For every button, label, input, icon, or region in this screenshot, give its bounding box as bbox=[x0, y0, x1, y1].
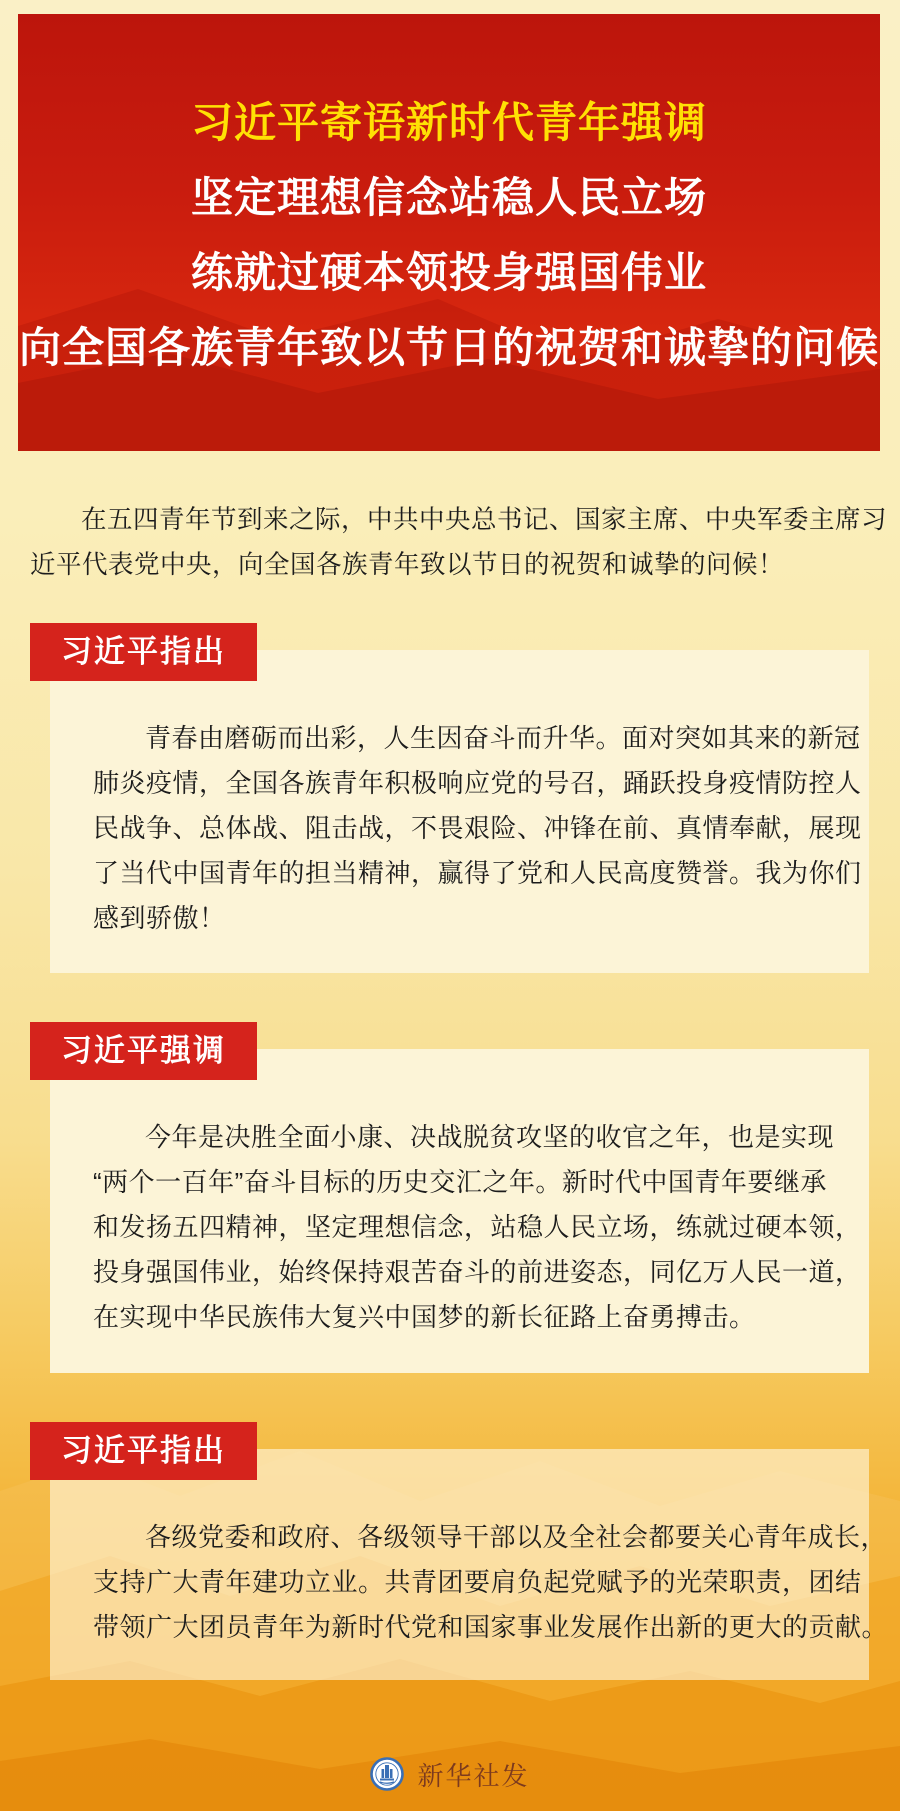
section-2-quote-box bbox=[50, 1049, 869, 1373]
text-line: 各级党委和政府、各级领导干部以及全社会都要关心青年成长， bbox=[145, 1522, 888, 1552]
text-line: “两个一百年”奋斗目标的历史交汇之年。新时代中国青年要继承 bbox=[93, 1167, 827, 1197]
text-line: 和发扬五四精神，坚定理想信念，站稳人民立场，练就过硬本领， bbox=[93, 1212, 862, 1242]
section-3-quote-box bbox=[50, 1449, 889, 1680]
text-line: 练就过硬本领投身强国伟业 bbox=[190, 249, 707, 296]
text-line: 近平代表党中央，向全国各族青年致以节日的祝贺和诚挚的问候！ bbox=[30, 551, 785, 579]
text-line: 习近平寄语新时代青年强调 bbox=[190, 99, 707, 146]
banner-headline bbox=[18, 14, 880, 370]
text-line: 了当代中国青年的担当精神，赢得了党和人民高度赞誉。我为你们 bbox=[93, 858, 862, 888]
text-line: 坚定理想信念站稳人民立场 bbox=[190, 174, 707, 221]
footer bbox=[0, 1752, 900, 1796]
text-line: 向全国各族青年致以节日的祝贺和诚挚的问候 bbox=[18, 324, 879, 371]
footer-credit-text: 新华社发 bbox=[417, 1760, 530, 1791]
xinhua-emblem-icon bbox=[370, 1757, 404, 1791]
text-line: 今年是决胜全面小康、决战脱贫攻坚的收官之年，也是实现 bbox=[145, 1122, 835, 1152]
section-3-badge: 习近平指出 bbox=[30, 1422, 257, 1480]
intro-paragraph bbox=[30, 498, 888, 588]
text-line: 支持广大青年建功立业。共青团要肩负起党赋予的光荣职责，团结 bbox=[93, 1567, 862, 1597]
text-line: 肺炎疫情，全国各族青年积极响应党的号召，踊跃投身疫情防控人 bbox=[93, 768, 862, 798]
text-line: 在五四青年节到来之际，中共中央总书记、国家主席、中央军委主席习 bbox=[81, 506, 888, 534]
text-line: 投身强国伟业，始终保持艰苦奋斗的前进姿态，同亿万人民一道， bbox=[93, 1257, 862, 1287]
section-1-quote-box bbox=[50, 650, 869, 973]
text-line: 民战争、总体战、阻击战，不畏艰险、冲锋在前、真情奉献，展现 bbox=[93, 813, 862, 843]
text-line: 青春由磨砺而出彩，人生因奋斗而升华。面对突如其来的新冠 bbox=[145, 723, 861, 753]
section-2-badge: 习近平强调 bbox=[30, 1022, 257, 1080]
section-1-badge: 习近平指出 bbox=[30, 623, 257, 681]
banner bbox=[18, 14, 880, 451]
text-line: 感到骄傲！ bbox=[93, 903, 226, 933]
text-line: 带领广大团员青年为新时代党和国家事业发展作出新的更大的贡献。 bbox=[93, 1612, 889, 1642]
text-line: 在实现中华民族伟大复兴中国梦的新长征路上奋勇搏击。 bbox=[93, 1302, 756, 1332]
